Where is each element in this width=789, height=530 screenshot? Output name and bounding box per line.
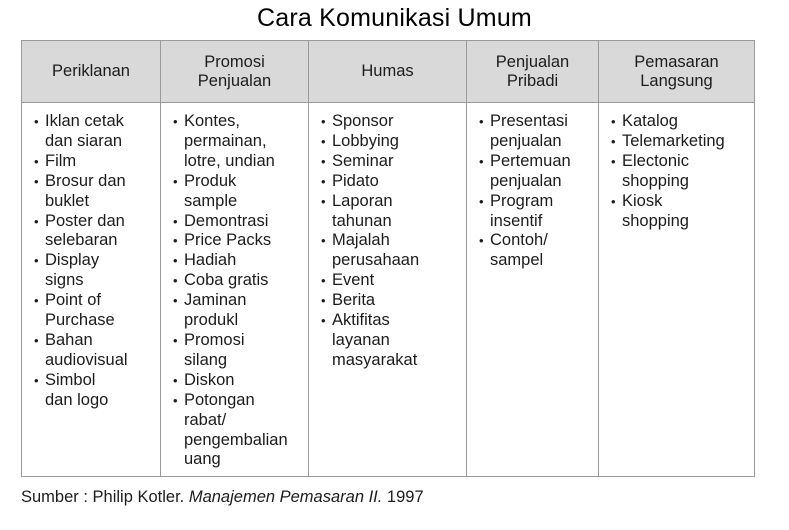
list-item: • Simbol dan logo bbox=[32, 371, 160, 411]
source-prefix: Sumber : Philip Kotler. bbox=[21, 488, 189, 506]
list-item: • Potongan rabat/ pengembalian uang bbox=[171, 391, 308, 471]
list-item: • Telemarketing bbox=[609, 132, 754, 152]
list-item: • Display signs bbox=[32, 251, 160, 291]
list-item: • Majalah perusahaan bbox=[319, 231, 466, 271]
source-citation bbox=[21, 488, 424, 507]
column-list bbox=[309, 103, 466, 371]
column-periklanan bbox=[22, 41, 161, 476]
column-list bbox=[599, 103, 754, 231]
list-item: • Seminar bbox=[319, 152, 466, 172]
column-header: Pemasaran Langsung bbox=[599, 41, 754, 103]
list-item: • Aktifitas layanan masyarakat bbox=[319, 311, 466, 371]
list-item: • Program insentif bbox=[477, 192, 598, 232]
column-penjualan-pribadi bbox=[467, 41, 599, 476]
column-humas bbox=[309, 41, 467, 476]
list-item: • Coba gratis bbox=[171, 271, 308, 291]
list-item: • Contoh/ sampel bbox=[477, 231, 598, 271]
column-header: Promosi Penjualan bbox=[161, 41, 308, 103]
list-item: • Point of Purchase bbox=[32, 291, 160, 331]
list-item: • Kontes, permainan, lotre, undian bbox=[171, 112, 308, 172]
list-item: • Event bbox=[319, 271, 466, 291]
column-promosi-penjualan bbox=[161, 41, 309, 476]
list-item: • Pidato bbox=[319, 172, 466, 192]
list-item: • Jaminan produkl bbox=[171, 291, 308, 331]
list-item: • Bahan audiovisual bbox=[32, 331, 160, 371]
column-list bbox=[467, 103, 598, 271]
list-item: • Kiosk shopping bbox=[609, 192, 754, 232]
list-item: • Pertemuan penjualan bbox=[477, 152, 598, 192]
communication-table bbox=[21, 40, 755, 477]
list-item: • Price Packs bbox=[171, 231, 308, 251]
list-item: • Produk sample bbox=[171, 172, 308, 212]
list-item: • Hadiah bbox=[171, 251, 308, 271]
list-item: • Demontrasi bbox=[171, 212, 308, 232]
page-title: Cara Komunikasi Umum bbox=[257, 4, 532, 32]
column-pemasaran-langsung bbox=[599, 41, 754, 476]
list-item: • Sponsor bbox=[319, 112, 466, 132]
list-item: • Berita bbox=[319, 291, 466, 311]
column-header: Humas bbox=[309, 41, 466, 103]
list-item: • Lobbying bbox=[319, 132, 466, 152]
column-header: Penjualan Pribadi bbox=[467, 41, 598, 103]
list-item: • Katalog bbox=[609, 112, 754, 132]
list-item: • Iklan cetak dan siaran bbox=[32, 112, 160, 152]
list-item: • Electonic shopping bbox=[609, 152, 754, 192]
column-list bbox=[22, 103, 160, 411]
column-list bbox=[161, 103, 308, 470]
list-item: • Poster dan selebaran bbox=[32, 212, 160, 252]
list-item: • Laporan tahunan bbox=[319, 192, 466, 232]
list-item: • Brosur dan buklet bbox=[32, 172, 160, 212]
list-item: • Promosi silang bbox=[171, 331, 308, 371]
source-book-title: Manajemen Pemasaran II. bbox=[188, 488, 383, 506]
list-item: • Film bbox=[32, 152, 160, 172]
list-item: • Diskon bbox=[171, 371, 308, 391]
list-item: • Presentasi penjualan bbox=[477, 112, 598, 152]
source-year: 1997 bbox=[382, 488, 424, 506]
column-header: Periklanan bbox=[22, 41, 160, 103]
